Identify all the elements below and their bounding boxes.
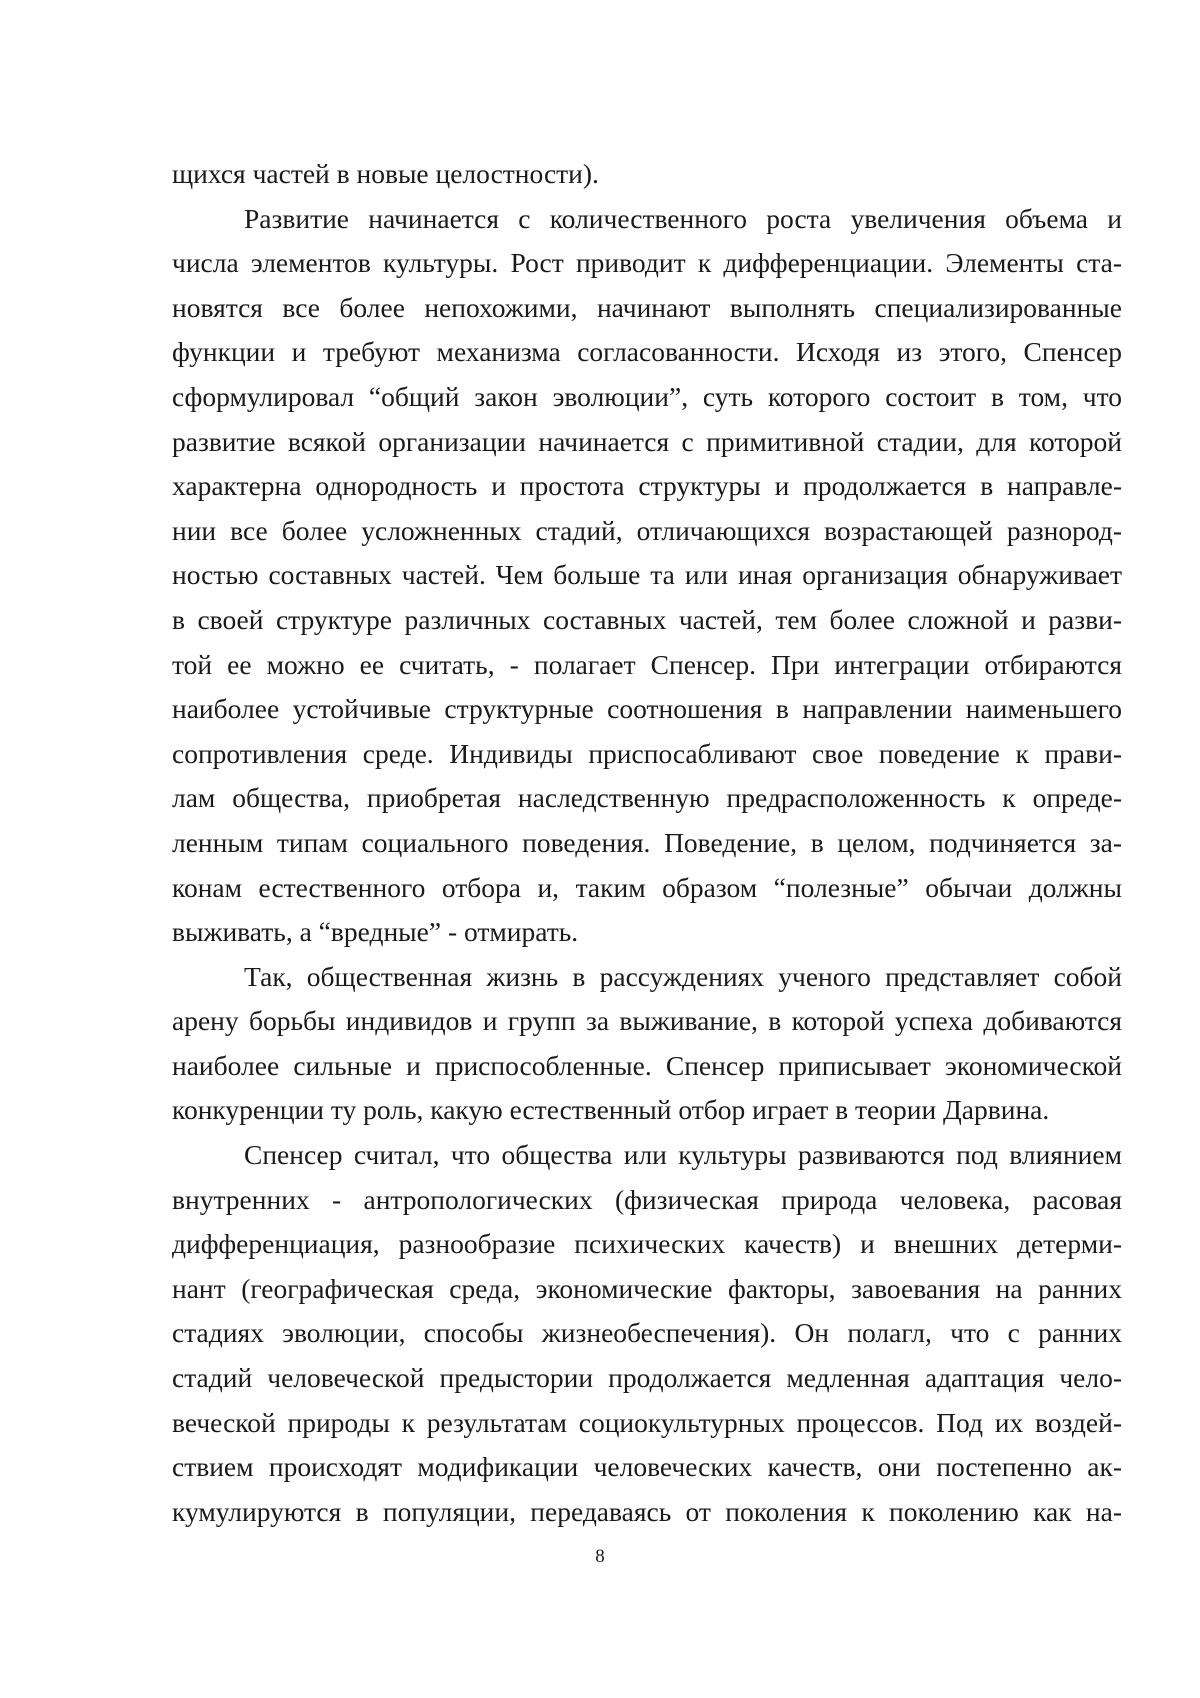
text-line: стадиях эволюции, способы жизнеобеспечения). Он полагл, что с ранних [172, 1317, 1122, 1349]
text-line: в своей структуре различных составных частей, тем более сложной и разви- [172, 603, 1122, 635]
text-line: той ее можно ее считать, - полагает Спенсер. При интеграции отбираются [172, 648, 1122, 680]
text-line: сопротивления среде. Индивиды приспосабливают свое поведение к прави- [172, 737, 1122, 769]
text-line: числа элементов культуры. Рост приводит к дифференциации. Элементы ста- [172, 247, 1122, 279]
text-line: дифференциация, разнообразие психических качеств) и внешних детерми- [172, 1228, 1122, 1260]
text-line: внутренних - антропологических (физическая природа человека, расовая [172, 1183, 1122, 1215]
paragraph-first-line: Так, общественная жизнь в рассуждениях ученого представляет собой [244, 960, 1122, 992]
text-line: функции и требуют механизма согласованности. Исходя из этого, Спенсер [172, 336, 1122, 368]
text-line: конам естественного отбора и, таким образом “полезные” обычаи должны [172, 871, 1122, 903]
text-line: нии все более усложненных стадий, отличающихся возрастающей разнород- [172, 514, 1122, 546]
text-line: новятся все более непохожими, начинают выполнять специализированные [172, 291, 1122, 323]
body-text [172, 152, 1122, 1534]
text-line: ленным типам социального поведения. Поведение, в целом, подчиняется за- [172, 826, 1122, 858]
paragraph-first-line: Развитие начинается с количественного роста увеличения объема и [244, 202, 1122, 234]
text-line: конкуренции ту роль, какую естественный отбор играет в теории Дарвина. [172, 1094, 1050, 1126]
text-line: сформулировал “общий закон эволюции”, суть которого состоит в том, что [172, 380, 1122, 412]
text-line: нант (географическая среда, экономические факторы, завоевания на ранних [172, 1272, 1122, 1304]
page-number: 8 [595, 1546, 605, 1567]
text-line: кумулируются в популяции, передаваясь от поколения к поколению как на- [172, 1495, 1122, 1527]
paragraph-first-line: Спенсер считал, что общества или культуры развиваются под влиянием [244, 1139, 1122, 1171]
text-line: наиболее устойчивые структурные соотношения в направлении наименьшего [172, 693, 1122, 725]
text-line: щихся частей в новые целостности). [172, 158, 599, 189]
text-line: арену борьбы индивидов и групп за выживание, в которой успеха добиваются [172, 1005, 1122, 1037]
text-line: наиболее сильные и приспособленные. Спенсер приписывает экономической [172, 1049, 1122, 1081]
text-line: стадий человеческой предыстории продолжается медленная адаптация чело- [172, 1362, 1122, 1394]
text-line: развитие всякой организации начинается с примитивной стадии, для которой [172, 425, 1122, 457]
text-line: веческой природы к результатам социокультурных процессов. Под их воздей- [172, 1406, 1122, 1438]
text-line: лам общества, приобретая наследственную предрасположенность к опреде- [172, 782, 1122, 814]
text-line: ствием происходят модификации человеческих качеств, они постепенно ак- [172, 1451, 1122, 1483]
text-line: характерна однородность и простота структуры и продолжается в направле- [172, 470, 1122, 502]
text-line: выживать, а “вредные” - отмирать. [172, 916, 579, 948]
text-line: ностью составных частей. Чем больше та или иная организация обнаруживает [172, 559, 1122, 591]
